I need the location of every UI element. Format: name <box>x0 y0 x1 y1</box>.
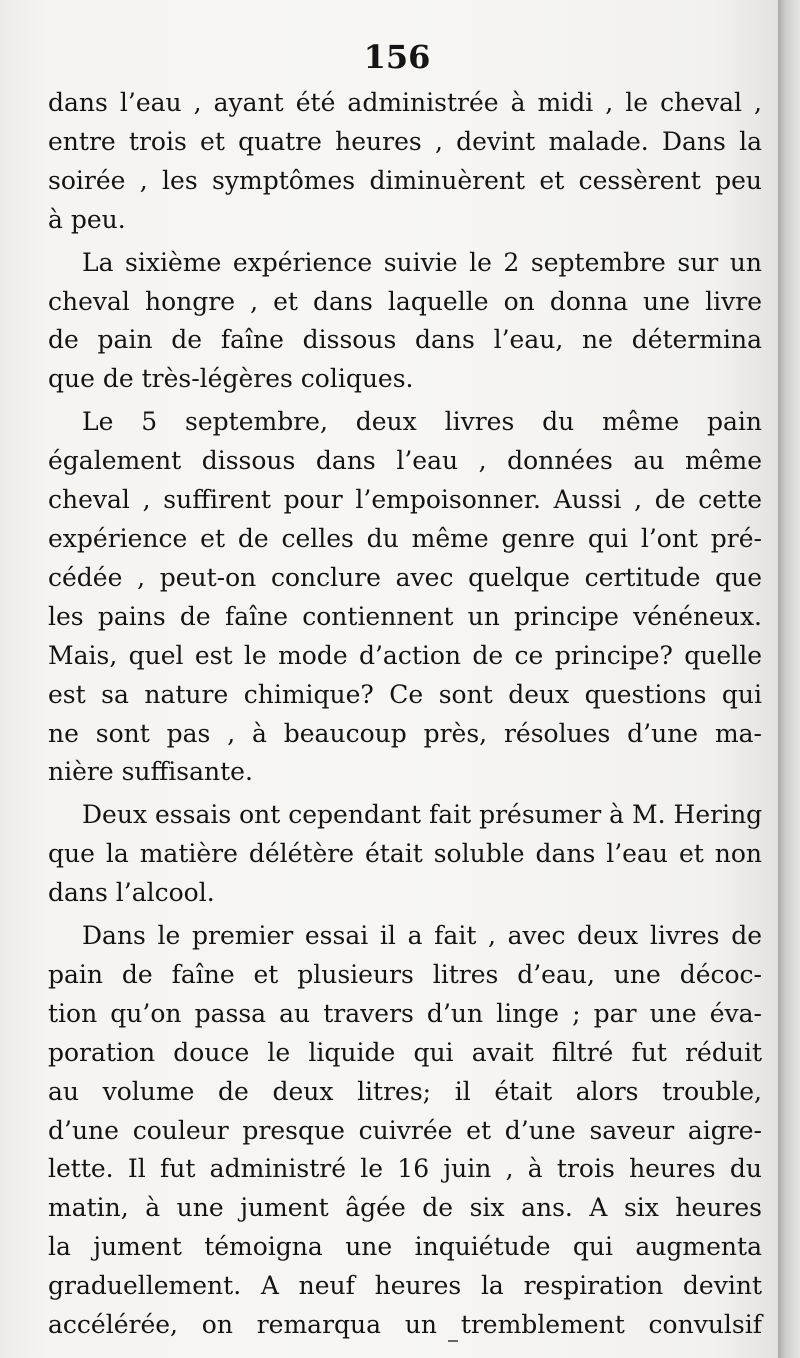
text-line: lette. Il fut administré le 16 juin , à trois heures du <box>48 1154 762 1184</box>
text-line: cédée , peut-on conclure avec quelque certitude que <box>48 562 762 592</box>
text-line: Le 5 septembre, deux livres du même pain <box>82 407 762 437</box>
text-line: la jument témoigna une inquiétude qui augmenta <box>48 1232 762 1262</box>
text-line: accélérée, on remarqua un tremblement convulsif <box>48 1310 762 1340</box>
text-line: nière suffisante. <box>48 757 253 787</box>
text-line: d’une couleur presque cuivrée et d’une saveur aigre- <box>48 1115 762 1145</box>
text-line: graduellement. A neuf heures la respiration devint <box>48 1271 762 1301</box>
text-line: également dissous dans l’eau , données au même <box>48 446 762 476</box>
text-line: Deux essais ont cependant fait présumer à M. Hering <box>82 800 763 830</box>
text-line: tion qu’on passa au travers d’un linge ; par une éva- <box>48 998 762 1028</box>
page-number: 156 <box>363 38 431 76</box>
text-line: pain de faîne et plusieurs litres d’eau, une décoc- <box>48 959 762 989</box>
text-line: poration douce le liquide qui avait filtré fut réduit <box>48 1037 762 1067</box>
text-line: de pain de faîne dissous dans l’eau, ne détermina <box>48 325 762 355</box>
text-line: ne sont pas , à beaucoup près, résolues d’une ma- <box>48 718 762 748</box>
text-line: dans l’eau , ayant été administrée à midi , le cheval , <box>48 88 762 117</box>
print-mark <box>448 1340 458 1342</box>
text-line: Dans le premier essai il a fait , avec deux livres de <box>82 921 762 951</box>
text-line: expérience et de celles du même genre qui l’ont pré- <box>48 523 762 553</box>
text-line: à peu. <box>48 204 126 234</box>
text-line: entre trois et quatre heures , devint malade. Dans la <box>48 126 762 156</box>
page-edge-shadow <box>778 0 800 1358</box>
text-line: cheval hongre , et dans laquelle on donna une livre <box>48 286 762 316</box>
text-line: est sa nature chimique? Ce sont deux questions qui <box>48 679 762 709</box>
page-body-text <box>48 84 762 1345</box>
text-line: que de très-légères coliques. <box>48 364 414 394</box>
text-line: matin, à une jument âgée de six ans. A six heures <box>48 1193 762 1223</box>
text-line: soirée , les symptômes diminuèrent et cessèrent peu <box>48 165 762 195</box>
text-line: cheval , suffirent pour l’empoisonner. Aussi , de cette <box>48 485 762 515</box>
text-line: au volume de deux litres; il était alors trouble, <box>48 1076 762 1106</box>
text-line: La sixième expérience suivie le 2 septembre sur un <box>82 247 762 277</box>
text-line: que la matière délétère était soluble dans l’eau et non <box>48 839 762 869</box>
text-line: Mais, quel est le mode d’action de ce principe? quelle <box>48 640 762 670</box>
text-line: les pains de faîne contiennent un principe vénéneux. <box>48 601 762 631</box>
text-line: dans l’alcool. <box>48 878 215 908</box>
